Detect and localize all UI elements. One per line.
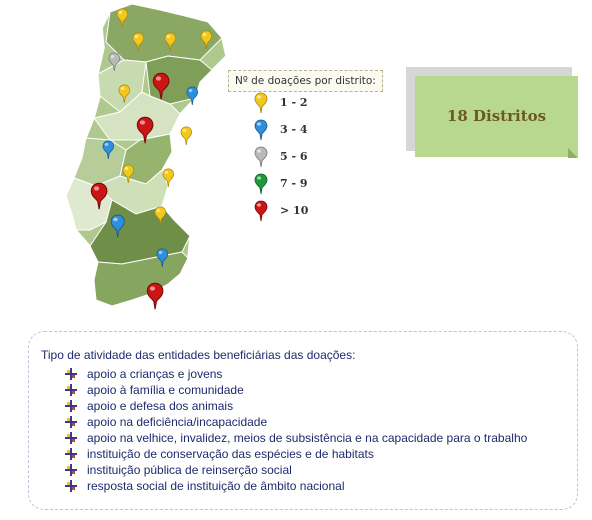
arrow-bullet-icon [65, 464, 77, 476]
activity-label: apoio à família e comunidade [87, 383, 244, 397]
arrow-bullet-icon [65, 384, 77, 396]
districts-callout [415, 76, 578, 157]
legend-label: 7 - 9 [280, 177, 308, 190]
red-pin-icon [147, 283, 163, 309]
activity-label: instituição pública de reinserção social [87, 463, 292, 477]
callout-fold [568, 148, 578, 158]
legend-item-7-9 [254, 173, 364, 199]
arrow-bullet-icon [65, 416, 77, 428]
legend-label: 5 - 6 [280, 150, 308, 163]
activities-title: Tipo de atividade das entidades beneficiárias das doações: [41, 348, 356, 362]
arrow-bullet-icon [65, 480, 77, 492]
yellow-pin-icon [254, 92, 268, 119]
activities-box [28, 331, 578, 510]
arrow-bullet-icon [65, 448, 77, 460]
blue-pin-icon [254, 119, 268, 146]
yellow-pin-icon [181, 127, 192, 145]
legend-label: 3 - 4 [280, 123, 308, 136]
legend [228, 70, 376, 242]
portugal-map [50, 0, 240, 312]
green-pin-icon [254, 173, 268, 200]
activity-label: apoio na velhice, invalidez, meios de subsistência e na capacidade para o trabalho [87, 431, 528, 445]
portugal-map-svg [50, 0, 240, 312]
districts-count: 18 Distritos [446, 107, 547, 125]
activity-label: instituição de conservação das espécies e de habitats [87, 447, 374, 461]
activity-label: apoio e defesa dos animais [87, 399, 234, 413]
activity-label: apoio na deficiência/incapacidade [87, 415, 268, 429]
legend-item-5-6 [254, 146, 364, 172]
legend-title: Nº de doações por distrito: [228, 70, 383, 92]
activity-label: resposta social de instituição de âmbito nacional [87, 479, 345, 493]
legend-item-3-4 [254, 119, 364, 145]
arrow-bullet-icon [65, 432, 77, 444]
arrow-bullet-icon [65, 368, 77, 380]
red-pin-icon [254, 200, 268, 227]
activity-label: apoio a crianças e jovens [87, 367, 223, 381]
arrow-bullet-icon [65, 400, 77, 412]
legend-item-10-plus [254, 200, 364, 226]
legend-label: 1 - 2 [280, 96, 308, 109]
grey-pin-icon [254, 146, 268, 173]
legend-label: > 10 [280, 204, 309, 217]
legend-item-1-2 [254, 92, 364, 118]
